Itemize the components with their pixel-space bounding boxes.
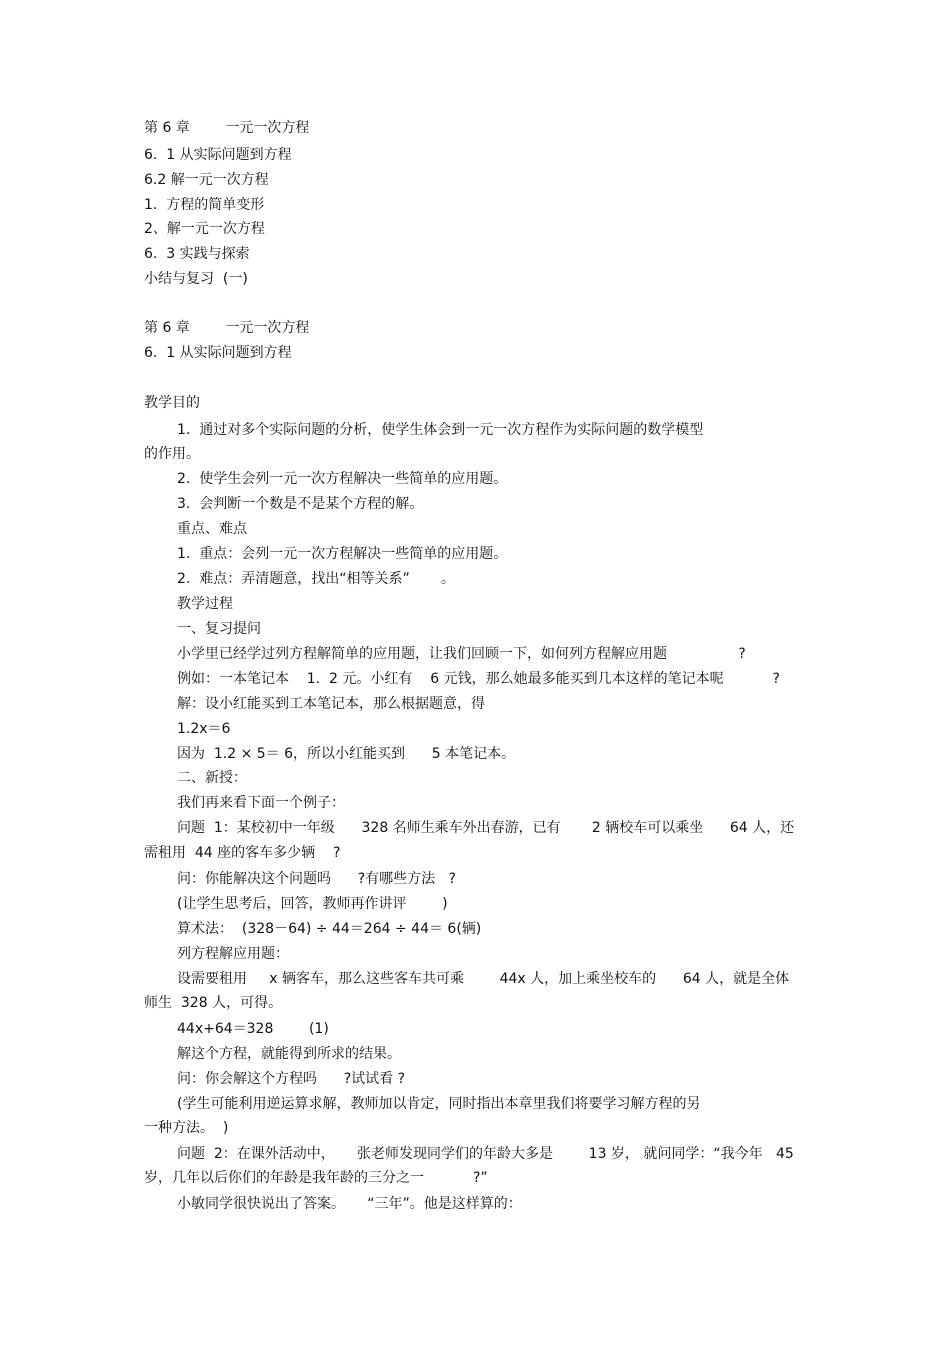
paragraph: 算术法： (328－64) ÷ 44＝264 ÷ 44＝ 6(辆) — [177, 921, 482, 937]
chapter-heading: 第 6 章 一元一次方程 — [144, 320, 310, 336]
toc-item: 6.2 解一元一次方程 — [144, 172, 269, 188]
paragraph: 列方程解应用题： — [177, 946, 289, 962]
heading-new-lesson: 二、新授： — [177, 770, 247, 786]
paragraph: 问题 2：在课外活动中， 张老师发现同学们的年龄大多是 13 岁， 就问同学：“我今年 45 — [177, 1146, 794, 1162]
paragraph: 2. 难点：弄清题意，找出“相等关系” 。 — [177, 571, 455, 587]
paragraph: 解这个方程，就能得到所求的结果。 — [177, 1046, 401, 1062]
heading-objectives: 教学目的 — [144, 395, 200, 411]
paragraph: 岁，几年以后你们的年龄是我年龄的三分之一 ?” — [144, 1170, 488, 1186]
paragraph: (让学生思考后，回答，教师再作讲评 ) — [177, 896, 448, 912]
toc-item: 1. 方程的简单变形 — [144, 197, 265, 213]
paragraph: 1. 重点：会列一元一次方程解决一些简单的应用题。 — [177, 546, 508, 562]
equation: 1.2x＝6 — [177, 721, 231, 737]
toc-item: 6. 1 从实际问题到方程 — [144, 147, 292, 163]
section-heading: 6. 1 从实际问题到方程 — [144, 345, 292, 361]
paragraph: (学生可能利用逆运算求解，教师加以肯定，同时指出本章里我们将要学习解方程的另 — [177, 1096, 701, 1112]
paragraph: 例如：一本笔记本 1. 2 元。小红有 6 元钱，那么她最多能买到几本这样的笔记本呢 ? — [177, 671, 780, 687]
toc-item: 6. 3 实践与探索 — [144, 246, 250, 262]
paragraph: 设需要租用 x 辆客车，那么这些客车共可乘 44x 人，加上乘坐校车的 64 人，就是全体 — [177, 971, 790, 987]
paragraph: 我们再来看下面一个例子： — [177, 795, 345, 811]
paragraph: 2. 使学生会列一元一次方程解决一些简单的应用题。 — [177, 471, 508, 487]
toc-item: 小结与复习 (一) — [144, 271, 248, 287]
heading-review: 一、复习提问 — [177, 621, 261, 637]
paragraph: 一种方法。 ) — [144, 1120, 229, 1136]
paragraph: 问：你能解决这个问题吗 ?有哪些方法 ? — [177, 871, 456, 887]
paragraph: 1. 通过对多个实际问题的分析，使学生体会到一元一次方程作为实际问题的数学模型 — [177, 422, 704, 438]
paragraph: 问：你会解这个方程吗 ?试试看 ? — [177, 1071, 406, 1087]
paragraph: 的作用。 — [144, 446, 200, 462]
paragraph: 解：设小红能买到工本笔记本，那么根据题意，得 — [177, 696, 485, 712]
toc-chapter: 第 6 章 一元一次方程 — [144, 120, 310, 136]
equation: 44x+64＝328 (1) — [177, 1021, 329, 1037]
paragraph: 3. 会判断一个数是不是某个方程的解。 — [177, 496, 424, 512]
paragraph: 小敏同学很快说出了答案。 “三年”。他是这样算的： — [177, 1196, 522, 1212]
paragraph: 师生 328 人，可得。 — [144, 995, 283, 1011]
paragraph: 需租用 44 座的客车多少辆 ? — [144, 845, 341, 861]
paragraph: 小学里已经学过列方程解简单的应用题，让我们回顾一下，如何列方程解应用题 ? — [177, 646, 746, 662]
heading-key-points: 重点、难点 — [177, 521, 247, 537]
paragraph: 因为 1.2 × 5＝ 6，所以小红能买到 5 本笔记本。 — [177, 746, 516, 762]
toc-item: 2、解一元一次方程 — [144, 221, 265, 237]
paragraph: 问题 1：某校初中一年级 328 名师生乘车外出春游，已有 2 辆校车可以乘坐 64 人，还 — [177, 820, 795, 836]
heading-process: 教学过程 — [177, 596, 233, 612]
